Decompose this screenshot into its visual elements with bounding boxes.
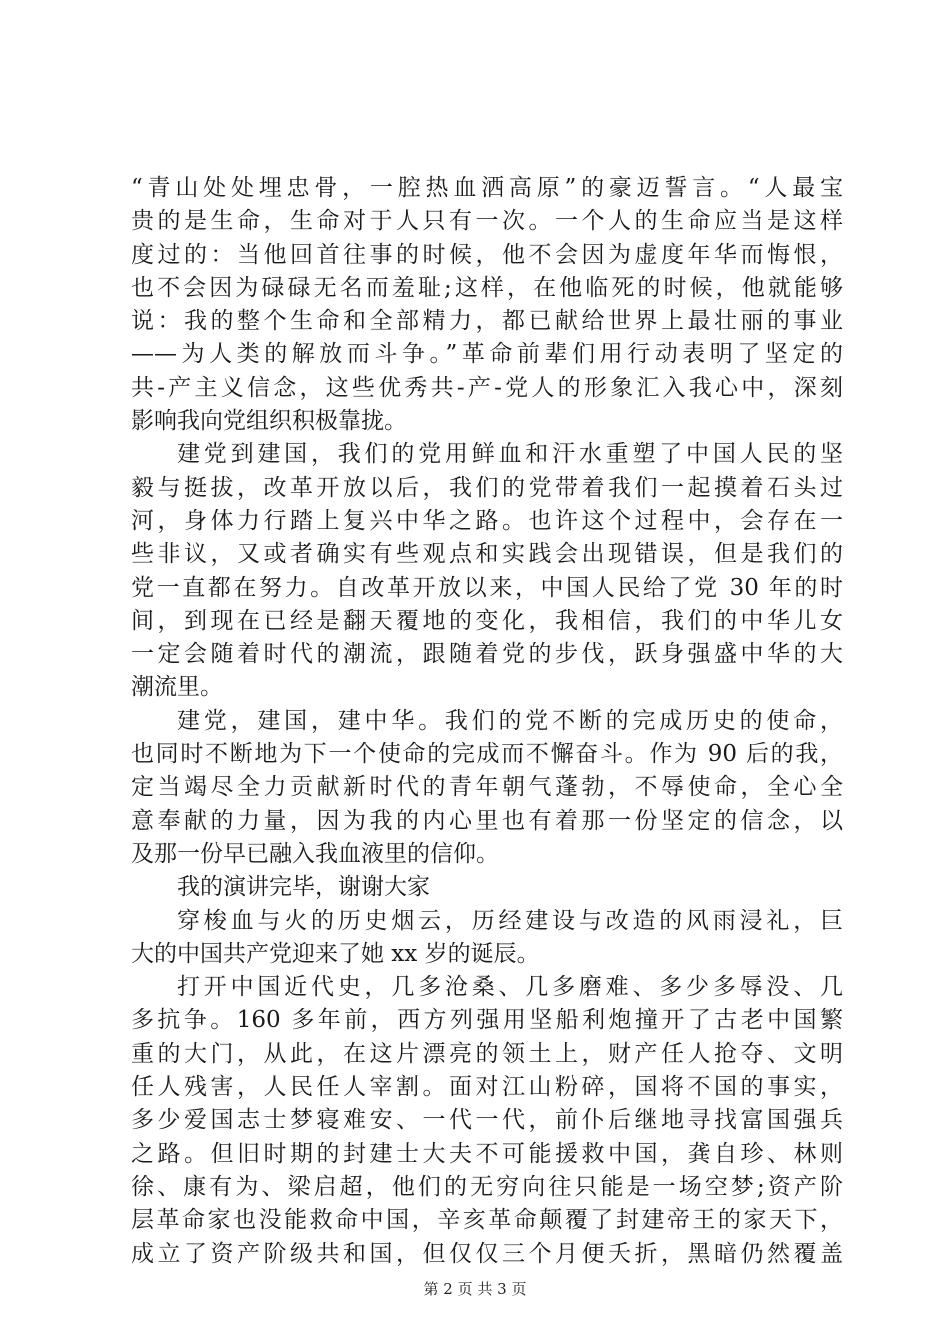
text-line: ——为人类的解放而斗争。”革命前辈们用行动表明了坚定的 <box>131 341 843 368</box>
text-line: 我的演讲完毕，谢谢大家 <box>177 874 430 901</box>
text-line: 成立了资产阶级共和国，但仅仅三个月便夭折，黑暗仍然覆盖 <box>131 1240 843 1267</box>
text-line: 些非议，又或者确实有些观点和实践会出现错误，但是我们的 <box>131 541 843 568</box>
text-line: 重的大门，从此，在这片漂亮的领土上，财产任人抢夺、文明 <box>131 1040 843 1067</box>
text-line: 党一直都在努力。自改革开放以来，中国人民给了党 30 年的时 <box>131 574 843 601</box>
text-line: 也不会因为碌碌无名而羞耻;这样，在他临死的时候，他就能够 <box>131 274 843 301</box>
text-line: 穿梭血与火的历史烟云，历经建设与改造的风雨浸礼，巨 <box>177 907 843 934</box>
text-line: 及那一份早已融入我血液里的信仰。 <box>131 840 499 867</box>
document-body <box>131 172 843 1271</box>
text-line: 度过的：当他回首往事的时候，他不会因为虚度年华而悔恨， <box>131 241 843 268</box>
text-line: “青山处处埋忠骨，一腔热血洒高原”的豪迈誓言。“人最宝 <box>131 175 843 201</box>
text-line: 定当竭尽全力贡献新时代的青年朝气蓬勃，不辱使命，全心全 <box>131 774 843 801</box>
text-line: 大的中国共产党迎来了她 xx 岁的诞辰。 <box>131 940 540 967</box>
text-line: 打开中国近代史，几多沧桑、几多磨难、多少多辱没、几 <box>177 974 843 1001</box>
page-footer: 第 2 页 共 3 页 <box>423 1280 527 1298</box>
text-line: 建党，建国，建中华。我们的党不断的完成历史的使命， <box>177 707 843 734</box>
text-line: 贵的是生命，生命对于人只有一次。一个人的生命应当是这样 <box>131 208 843 235</box>
text-line: 一定会随着时代的潮流，跟随着党的步伐，跃身强盛中华的大 <box>131 641 843 668</box>
text-line: 毅与挺拔，改革开放以后，我们的党带着我们一起摸着石头过 <box>131 474 843 501</box>
text-line: 多少爱国志士梦寝难安、一代一代，前仆后继地寻找富国强兵 <box>131 1107 843 1134</box>
text-line: 多抗争。160 多年前，西方列强用坚船利炮撞开了古老中国繁 <box>131 1007 843 1034</box>
text-line: 潮流里。 <box>131 674 223 701</box>
text-line: 间，到现在已经是翻天覆地的变化，我相信，我们的中华儿女 <box>131 607 843 634</box>
text-line: 任人残害，人民任人宰割。面对江山粉碎，国将不国的事实， <box>131 1074 843 1101</box>
text-line: 河，身体力行踏上复兴中华之路。也许这个过程中，会存在一 <box>131 507 843 534</box>
text-line: 共-产主义信念，这些优秀共-产-党人的形象汇入我心中，深刻 <box>131 374 843 401</box>
text-line: 层革命家也没能救命中国，辛亥革命颠覆了封建帝王的家天下， <box>131 1207 843 1234</box>
text-line: 徐、康有为、梁启超，他们的无穷向往只能是一场空梦;资产阶 <box>131 1173 843 1200</box>
text-line: 之路。但旧时期的封建士大夫不可能援救中国，龚自珍、林则 <box>131 1140 843 1167</box>
text-line: 也同时不断地为下一个使命的完成而不懈奋斗。作为 90 后的我， <box>131 741 843 768</box>
text-line: 建党到建国，我们的党用鲜血和汗水重塑了中国人民的坚 <box>177 441 843 468</box>
text-line: 影响我向党组织积极靠拢。 <box>131 408 407 435</box>
text-line: 说：我的整个生命和全部精力，都已献给世界上最壮丽的事业 <box>131 308 843 335</box>
text-line: 意奉献的力量，因为我的内心里也有着那一份坚定的信念，以 <box>131 807 843 834</box>
